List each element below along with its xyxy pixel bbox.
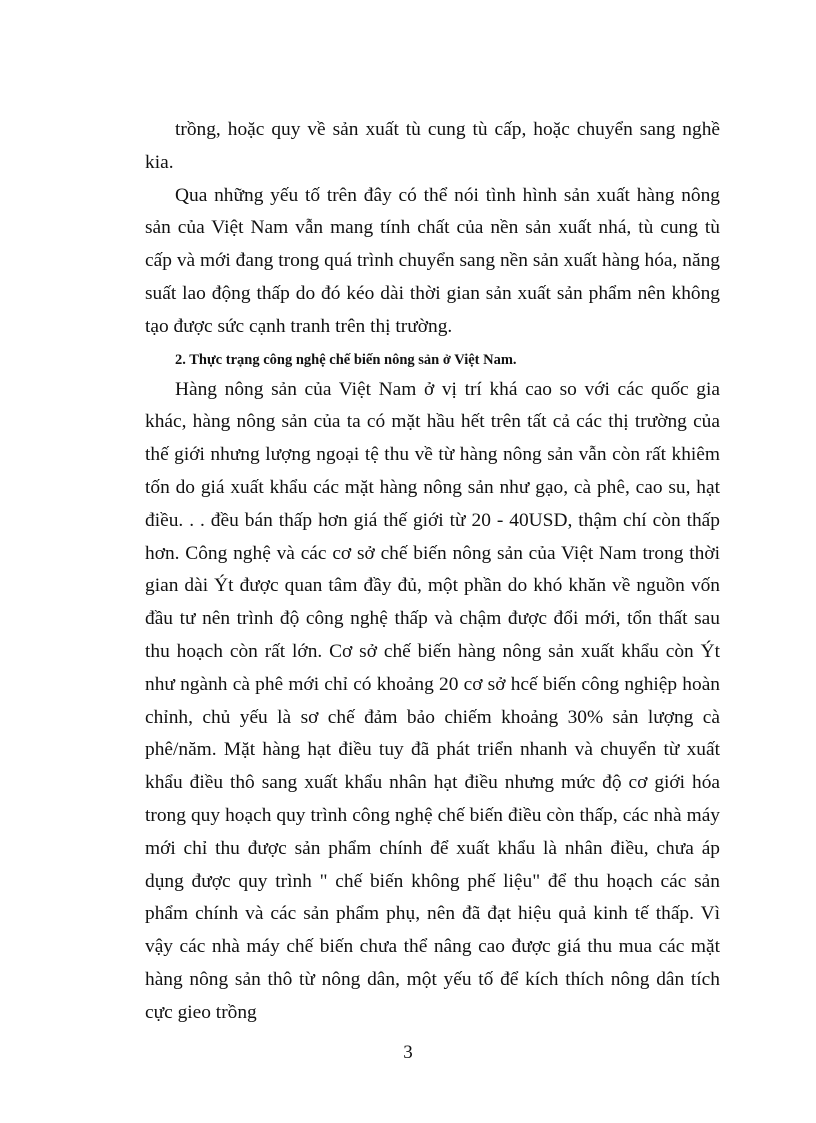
paragraph-continuation: trồng, hoặc quy về sản xuất tù cung tù cấp, hoặc chuyển sang nghề kia. <box>145 119 720 173</box>
page-number: 3 <box>403 1042 413 1063</box>
section-paragraph: Hàng nông sản của Việt Nam ở vị trí khá cao so với các quốc gia khác, hàng nông sản của ta có mặt hầu hết trên tất cả các thị trường của thế giới nhưng lượng ngoại tệ thu về từ hàng nông sản vẫn còn rất khiêm tốn do giá xuất khẩu các mặt hàng nông sản như gạo, cà phê, cao su, hạt điều. . . đều bán thấp hơn giá thế giới từ 20 - 40USD, thậm chí còn thấp hơn. Công nghệ và các cơ sở chế biến nông sản của Việt Nam trong thời gian dài Ýt được quan tâm đầy đủ, một phần do khó khăn về nguồn vốn đầu tư nên trình độ công nghệ thấp và chậm được đổi mới, tổn thất sau thu hoạch còn rất lớn. Cơ sở chế biến hàng nông sản xuất khẩu còn Ýt như ngành cà phê mới chỉ có khoảng 20 cơ sở hcế biến công nghiệp hoàn chỉnh, chủ yếu là sơ chế đảm bảo chiếm khoảng 30% sản lượng cà phê/năm. Mặt hàng hạt điều tuy đã phát triển nhanh và chuyển từ xuất khẩu điều thô sang xuất khẩu nhân hạt điều nhưng mức độ cơ giới hóa trong quy hoạch quy trình công nghệ chế biến điều còn thấp, các nhà máy mới chỉ thu được sản phẩm chính để xuất khẩu là nhân điều, chưa áp dụng được quy trình " chế biến không phế liệu" để thu hoạch các sản phẩm chính và các sản phẩm phụ, nên đã đạt hiệu quả kinh tế thấp. Vì vậy các nhà máy chế biến chưa thể nâng cao được giá thu mua các mặt hàng nông sản thô từ nông dân, một yếu tố để kích thích nông dân tích cực gieo trồng <box>145 378 720 1023</box>
body-text <box>145 114 720 1030</box>
paragraph: Qua những yếu tố trên đây có thể nói tình hình sản xuất hàng nông sản của Việt Nam vẫn mang tính chất của nền sản xuất nhá, tù cung tù cấp và mới đang trong quá trình chuyển sang nền sản xuất hàng hóa, năng suất lao động thấp do đó kéo dài thời gian sản xuất sản phẩm nên không tạo được sức cạnh tranh trên thị trường. <box>145 184 720 337</box>
section-heading: 2. Thực trạng công nghệ chế biến nông sản ở Việt Nam. <box>175 351 517 368</box>
